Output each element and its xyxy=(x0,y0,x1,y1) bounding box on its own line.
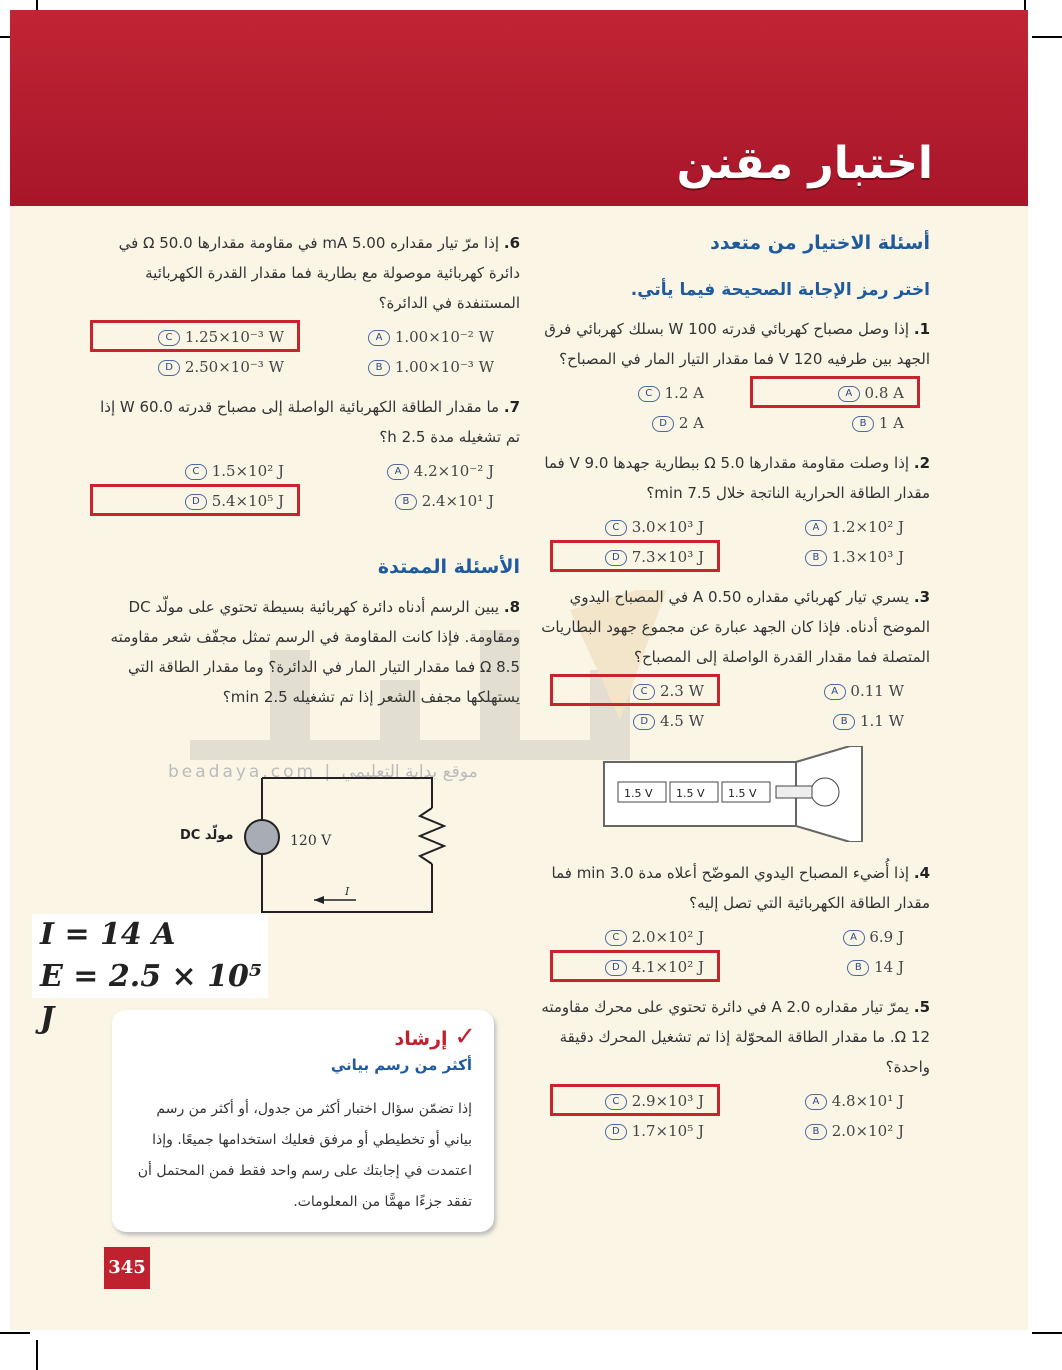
crop-mark xyxy=(1032,1332,1062,1334)
option-d[interactable]: D 2.50×10⁻³ W xyxy=(100,352,310,382)
question-7 xyxy=(100,392,520,452)
option-d[interactable]: D 2 A xyxy=(530,408,730,438)
page-title: اختبار مقنن xyxy=(676,138,933,189)
option-d[interactable]: D 4.1×10² J xyxy=(530,952,730,982)
option-a[interactable]: A 1.2×10² J xyxy=(730,512,930,542)
battery-label: 1.5 V xyxy=(728,787,757,800)
option-d[interactable]: D 5.4×10⁵ J xyxy=(100,486,310,516)
question-8 xyxy=(100,592,520,712)
option-b[interactable]: B 1.1 W xyxy=(730,706,930,736)
option-c[interactable]: C 2.0×10² J xyxy=(530,922,730,952)
option-d[interactable]: D 7.3×10³ J xyxy=(530,542,730,572)
options-q1 xyxy=(530,378,930,438)
option-c[interactable]: C 2.3 W xyxy=(530,676,730,706)
answer-current: I = 14 A xyxy=(40,917,176,952)
options-q7 xyxy=(100,456,520,516)
crop-mark xyxy=(0,1332,30,1334)
hint-subtitle: أكثر من رسم بياني xyxy=(330,1056,472,1074)
option-c[interactable]: C 1.25×10⁻³ W xyxy=(100,322,310,352)
checkmark-icon: ✓ xyxy=(454,1022,476,1052)
circuit-diagram xyxy=(180,768,480,918)
option-b[interactable]: B 2.0×10² J xyxy=(730,1116,930,1146)
flashlight-diagram xyxy=(600,746,900,842)
question-number: 4. xyxy=(913,864,930,882)
question-number: 8. xyxy=(503,598,520,616)
options-q2 xyxy=(530,512,930,572)
section-heading-extended: الأسئلة الممتدة xyxy=(377,556,520,578)
question-number: 7. xyxy=(503,398,520,416)
question-number: 5. xyxy=(913,998,930,1016)
left-column xyxy=(100,228,520,716)
question-text: إذا وصل مصباح كهربائي قدرته 100 W بسلك كهربائي فرق الجهد بين طرفيه 120 V فما مقدار التيار المار في المصباح؟ xyxy=(544,320,930,368)
option-b[interactable]: B 1.3×10³ J xyxy=(730,542,930,572)
option-d[interactable]: D 1.7×10⁵ J xyxy=(530,1116,730,1146)
question-text: يمرّ تيار مقداره 2.0 A في دائرة تحتوي على محرك مقاومته 12 Ω. ما مقدار الطاقة المحوّلة إذا تم تشغيل المحرك دقيقة واحدة؟ xyxy=(541,998,930,1076)
crop-mark xyxy=(36,1340,38,1370)
answer-energy: E = 2.5 × 10⁵ J xyxy=(40,959,262,1036)
option-b[interactable]: B 14 J xyxy=(730,952,930,982)
options-q3 xyxy=(530,676,930,736)
hint-body: إذا تضمّن سؤال اختبار أكثر من جدول، أو أكثر من رسم بياني أو تخطيطي أو مرفق فعليك استخدامها جميعًا. وإذا اعتمدت في إجابتك على رسم واحد فقط فمن المحتمل أن تفقد جزءًا مهمًّا من المعلومات. xyxy=(137,1101,472,1210)
question-number: 2. xyxy=(913,454,930,472)
options-q6 xyxy=(100,322,520,382)
battery-label: 1.5 V xyxy=(624,787,653,800)
answer-box xyxy=(32,914,268,1036)
option-a[interactable]: A 4.2×10⁻² J xyxy=(310,456,520,486)
option-b[interactable]: B 1 A xyxy=(730,408,930,438)
page-number: 345 xyxy=(104,1247,150,1289)
right-column xyxy=(530,228,930,1156)
option-a[interactable]: A 0.8 A xyxy=(730,378,930,408)
option-c[interactable]: C 2.9×10³ J xyxy=(530,1086,730,1116)
question-number: 6. xyxy=(503,234,520,252)
question-text: إذا وصلت مقاومة مقدارها 5.0 Ω ببطارية جهدها 9.0 V فما مقدار الطاقة الحرارية الناتجة خلال 7.5 min؟ xyxy=(544,454,930,502)
options-q4 xyxy=(530,922,930,982)
current-label: I xyxy=(345,885,350,898)
question-5 xyxy=(530,992,930,1082)
option-a[interactable]: A 6.9 J xyxy=(730,922,930,952)
battery-label: 1.5 V xyxy=(676,787,705,800)
question-3 xyxy=(530,582,930,672)
option-a[interactable]: A 0.11 W xyxy=(730,676,930,706)
question-text: يبين الرسم أدناه دائرة كهربائية بسيطة تحتوي على مولّد DC ومقاومة. فإذا كانت المقاومة في الرسم تمثل مجفّف شعر مقاومته 8.5 Ω فما مقدار التيار المار في الدائرة؟ وما مقدار الطاقة التي يستهلكها مجفف الشعر إذا تم تشغيله 2.5 min؟ xyxy=(110,598,520,706)
crop-mark xyxy=(1032,36,1062,38)
question-text: إذا أُضيء المصباح اليدوي الموضّح أعلاه مدة 3.0 min فما مقدار الطاقة الكهربائية التي تصل إليه؟ xyxy=(551,864,930,912)
option-b[interactable]: B 1.00×10⁻³ W xyxy=(310,352,520,382)
question-text: إذا مرّ تيار مقداره 5.00 mA في مقاومة مقدارها 50.0 Ω في دائرة كهربائية موصولة مع بطارية فما مقدار القدرة الكهربائية المستنفدة في الدائرة؟ xyxy=(118,234,520,312)
question-text: ما مقدار الطاقة الكهربائية الواصلة إلى مصباح قدرته 60.0 W إذا تم تشغيله مدة 2.5 h؟ xyxy=(100,398,520,446)
hint-title: ✓ إرشاد xyxy=(394,1022,476,1052)
option-b[interactable]: B 2.4×10¹ J xyxy=(310,486,520,516)
question-number: 3. xyxy=(913,588,930,606)
question-2 xyxy=(530,448,930,508)
question-4 xyxy=(530,858,930,918)
option-c[interactable]: C 1.5×10² J xyxy=(100,456,310,486)
question-number: 1. xyxy=(913,320,930,338)
header-banner xyxy=(10,10,1028,206)
watermark-text: beadaya.com | موقع بداية التعليمي xyxy=(168,762,478,782)
options-q5 xyxy=(530,1086,930,1146)
hint-box xyxy=(112,1010,494,1232)
generator-label: مولّد DC xyxy=(180,828,234,843)
question-6 xyxy=(100,228,520,318)
section-heading-multiple-choice: أسئلة الاختيار من متعدد xyxy=(710,232,930,254)
voltage-label: 120 V xyxy=(290,833,332,849)
option-a[interactable]: A 1.00×10⁻² W xyxy=(310,322,520,352)
option-c[interactable]: C 3.0×10³ J xyxy=(530,512,730,542)
question-1 xyxy=(530,314,930,374)
option-d[interactable]: D 4.5 W xyxy=(530,706,730,736)
option-a[interactable]: A 4.8×10¹ J xyxy=(730,1086,930,1116)
question-text: يسري تيار كهربائي مقداره 0.50 A في المصباح اليدوي الموضح أدناه. فإذا كان الجهد عبارة عن مجموع جهود البطاريات المتصلة فما مقدار القدرة الواصلة إلى المصباح؟ xyxy=(541,588,930,666)
option-c[interactable]: C 1.2 A xyxy=(530,378,730,408)
instruction-heading: اختر رمز الإجابة الصحيحة فيما يأتي. xyxy=(630,280,930,300)
